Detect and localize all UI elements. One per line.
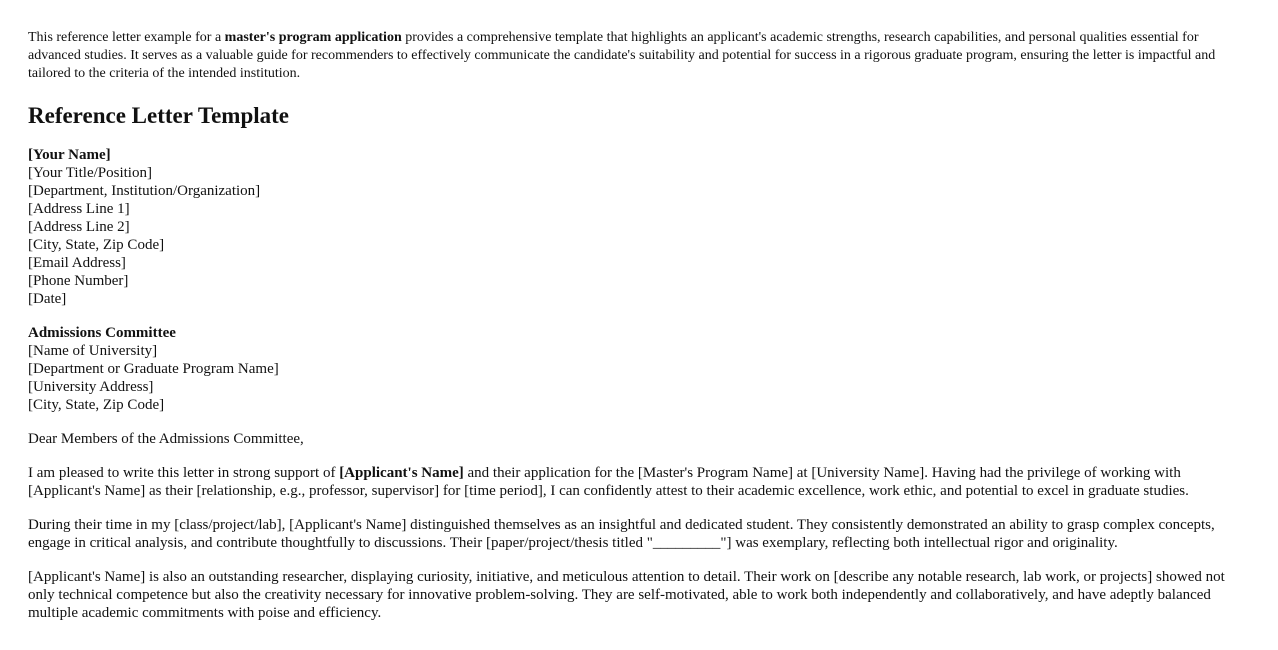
sender-phone: [Phone Number] [28,273,129,289]
paragraph-1-text-end: and their application for the [Master's Program Name] at [University Name]. Having had the privilege of working with [Applicant's Name] as their [relationship, e.g., professor, supervisor] for [time period], I can confidently attest to their academic excellence, work ethic, and potential to excel in graduate studies. [28,465,1189,499]
intro-text-start: This reference letter example for a [28,30,225,45]
recipient-name: Admissions Committee [28,325,176,341]
page-title: Reference Letter Template [28,103,289,128]
applicant-name-bold: [Applicant's Name] [339,465,464,481]
sender-address-line-2: [Address Line 2] [28,219,130,235]
body-paragraph-2: During their time in my [class/project/lab], [Applicant's Name] distinguished themselves as an insightful and dedicated student. They consistently demonstrated an ability to grasp complex concepts, engage in critical analysis, and contribute thoughtfully to discussions. Their [paper/project/thesis titled "_________"] was exemplary, reflecting both intellectual rigor and originality. [28,517,1215,551]
salutation: Dear Members of the Admissions Committee, [28,431,304,447]
sender-title: [Your Title/Position] [28,165,152,181]
sender-address-block [28,146,1250,308]
recipient-department: [Department or Graduate Program Name] [28,361,279,377]
sender-name: [Your Name] [28,147,111,163]
body-paragraph-1 [28,464,1250,500]
sender-city-state-zip: [City, State, Zip Code] [28,237,165,253]
recipient-city-state-zip: [City, State, Zip Code] [28,397,165,413]
letter-date: [Date] [28,291,67,307]
recipient-address-block [28,324,1250,414]
sender-department: [Department, Institution/Organization] [28,183,261,199]
recipient-address: [University Address] [28,379,154,395]
sender-email: [Email Address] [28,255,126,271]
body-paragraph-3: [Applicant's Name] is also an outstanding researcher, displaying curiosity, initiative, and meticulous attention to detail. Their work on [describe any notable research, lab work, or projects] showed not only technical competence but also the creativity necessary for innovative problem-solving. They are self-motivated, able to work both independently and collaboratively, and have adeptly balanced multiple academic commitments with poise and efficiency. [28,569,1225,621]
intro-text-end: provides a comprehensive template that highlights an applicant's academic strengths, research capabilities, and personal qualities essential for advanced studies. It serves as a valuable guide for recommenders to effectively communicate the candidate's suitability and potential for success in a rigorous graduate program, ensuring the letter is impactful and tailored to the criteria of the intended institution. [28,30,1216,81]
intro-bold-phrase: master's program application [224,30,402,45]
intro-paragraph [28,29,1250,83]
paragraph-1-text-start: I am pleased to write this letter in strong support of [28,465,340,481]
sender-address-line-1: [Address Line 1] [28,201,130,217]
recipient-university: [Name of University] [28,343,158,359]
